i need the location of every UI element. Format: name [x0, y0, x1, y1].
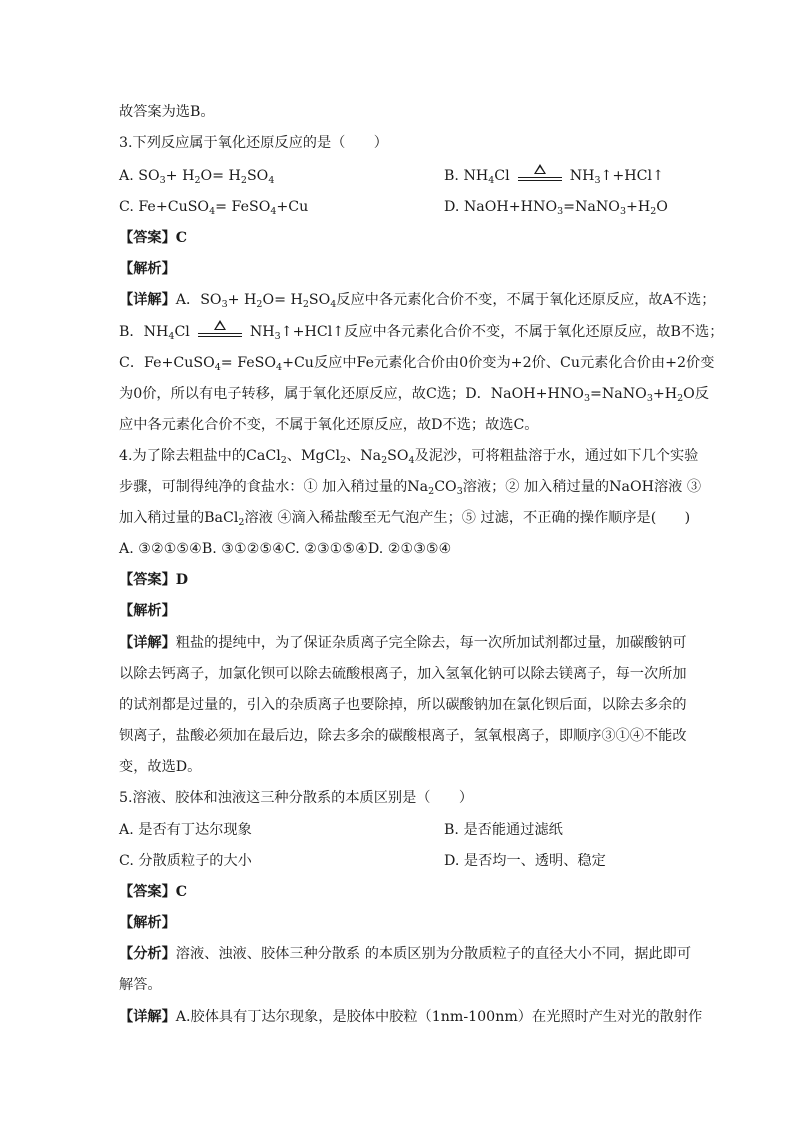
question-4-stem: 加入稍过量的BaCl$_2$溶液 ④滴入稀盐酸至无气泡产生；⑤ 过滤，不正确的操作顺序是( )	[119, 510, 691, 528]
text-line: 故答案为选B。	[119, 104, 215, 120]
q5-analysis-heading: 【解析】	[119, 915, 176, 931]
q5-analysis-line: 解答。	[119, 977, 162, 993]
q3-option-d: D. $NaOH+HNO_3=NaNO_3+H_2O$	[444, 199, 668, 217]
q5-option-b: B. 是否能通过滤纸	[444, 822, 563, 838]
q4-explanation-line: 的试剂都是过量的，引入的杂质离子也要除掉，所以碳酸钠加在氯化钡后面，以除去多余的	[119, 697, 687, 713]
q3-explanation-line: 为0价，所以有电子转移，属于氧化还原反应，故C选；D．$NaOH+HNO_3=NaNO_3+H_2O$反	[119, 386, 709, 404]
q5-explanation-line: 【详解】A.胶体具有丁达尔现象，是胶体中胶粒（1nm-100nm）在光照时产生对光的散射作	[119, 1009, 703, 1025]
q3-analysis-heading: 【解析】	[119, 261, 176, 277]
q5-option-c: C. 分散质粒子的大小	[119, 853, 252, 869]
q3-option-a: A. $SO_3+ H_2O= H_2SO_4$	[119, 168, 275, 186]
q4-explanation-line: 【详解】粗盐的提纯中，为了保证杂质离子完全除去，每一次所加试剂都过量，加碳酸钠可	[119, 635, 687, 651]
q4-options: A. ③②①⑤④B. ③①②⑤④C. ②③①⑤④D. ②①③⑤④	[119, 541, 452, 557]
q5-option-a: A. 是否有丁达尔现象	[119, 822, 252, 838]
heating-condition-icon	[198, 323, 242, 339]
question-3-stem: 3.下列反应属于氧化还原反应的是（ ）	[119, 135, 388, 151]
question-4-stem: 步骤，可制得纯净的食盐水：① 加入稍过量的$Na_2CO_3$溶液；② 加入稍过量的NaOH溶液 ③	[119, 479, 702, 497]
q3-explanation-line: C．Fe+CuSO$_4$= FeSO$_4$+Cu反应中Fe元素化合价由0价变为+2价、Cu元素化合价由+2价变	[119, 355, 715, 373]
q3-option-b: B. $NH_4Cl$ $NH_3↑+HCl↑$	[444, 166, 664, 186]
question-5-stem: 5.溶液、胶体和浊液这三种分散系的本质区别是（ ）	[119, 790, 474, 806]
q3-explanation-line: B．$NH_4Cl$ $NH_3↑+HCl↑$反应中各元素化合价不变，不属于氧化还原反应，故B不选；	[119, 322, 723, 342]
q3-explanation-line: 【详解】A．$SO_3+ H_2O= H_2SO_4$反应中各元素化合价不变，不属于氧化还原反应，故A不选；	[119, 292, 716, 310]
q4-explanation-line: 变，故选D。	[119, 759, 202, 775]
q3-explanation-line: 应中各元素化合价不变，不属于氧化还原反应，故D不选；故选C。	[119, 417, 539, 433]
q5-option-d: D. 是否均一、透明、稳定	[444, 853, 606, 869]
q4-answer: 【答案】D	[119, 572, 189, 588]
q3-option-c: C. Fe+CuSO$_4$= FeSO$_4$+Cu	[119, 199, 309, 217]
q4-analysis-heading: 【解析】	[119, 603, 176, 619]
q4-explanation-line: 以除去钙离子，加氯化钡可以除去硫酸根离子，加入氢氧化钠可以除去镁离子，每一次所加	[119, 666, 687, 682]
q3-answer: 【答案】C	[119, 230, 188, 246]
q5-answer: 【答案】C	[119, 884, 188, 900]
q5-analysis-line: 【分析】溶液、浊液、胶体三种分散系 的本质区别为分散质粒子的直径大小不同，据此即可	[119, 946, 692, 962]
q4-explanation-line: 钡离子，盐酸必须加在最后边，除去多余的碳酸根离子，氢氧根离子，即顺序③①④不能改	[119, 728, 687, 744]
question-4-stem: 4.为了除去粗盐中的CaCl$_2$、MgCl$_2$、$Na_2SO_4$及泥沙，可将粗盐溶于水，通过如下几个实验	[119, 448, 699, 466]
heating-condition-icon	[518, 167, 562, 183]
